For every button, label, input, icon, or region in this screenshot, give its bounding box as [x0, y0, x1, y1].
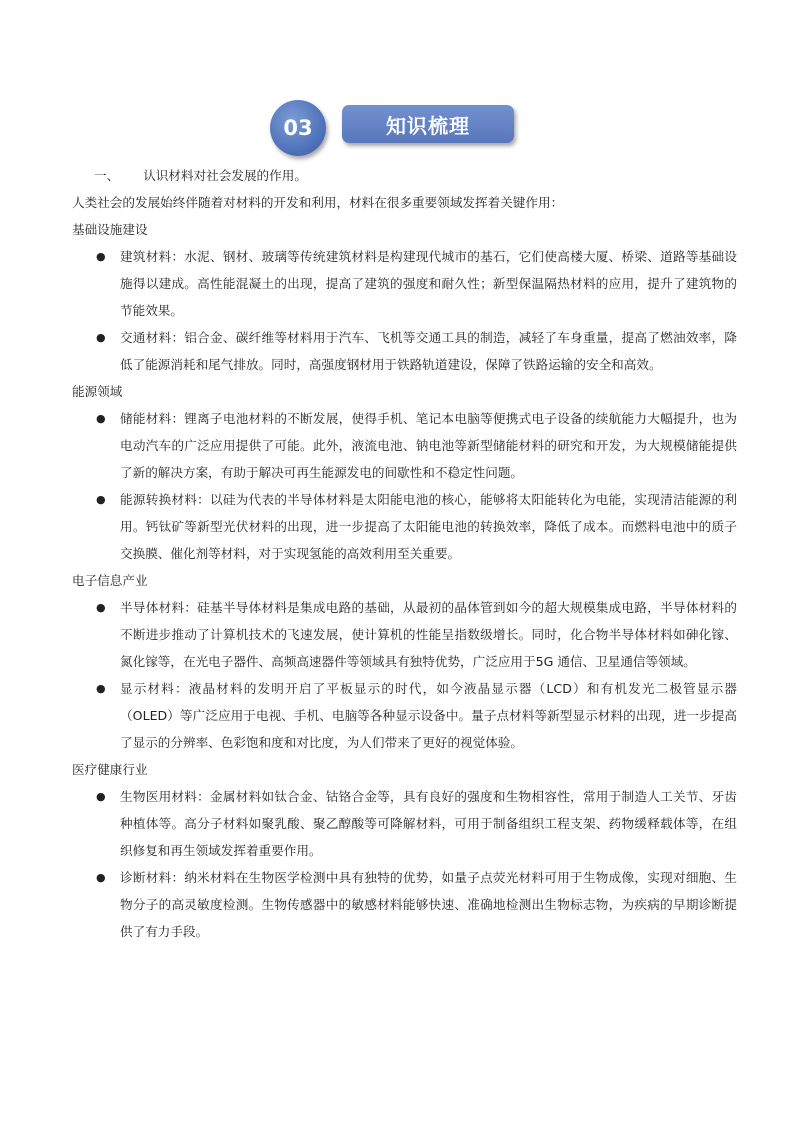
- list-item-text: 显示材料：液晶材料的发明开启了平板显示的时代，如今液晶显示器（LCD）和有机发光二极管显示器（OLED）等广泛应用于电视、手机、电脑等各种显示设备中。量子点材料等新型显示材料的出现，进一步提高了显示的分辨率、色彩饱和度和对比度，为人们带来了更好的视觉体验。: [120, 681, 737, 750]
- section-number-badge: 03: [270, 100, 326, 156]
- section-heading-text: 认识材料对社会发展的作用。: [143, 168, 307, 183]
- category-heading-healthcare: 医疗健康行业: [72, 762, 148, 777]
- bullet-icon: ●: [96, 871, 106, 884]
- bullet-icon: ●: [96, 682, 106, 695]
- bullet-icon: ●: [96, 250, 106, 263]
- list-item-text: 建筑材料：水泥、钢材、玻璃等传统建筑材料是构建现代城市的基石，它们使高楼大厦、桥梁、道路等基础设施得以建成。高性能混凝土的出现，提高了建筑的强度和耐久性；新型保温隔热材料的应用，提升了建筑物的节能效果。: [120, 249, 737, 318]
- list-item: [72, 675, 737, 756]
- section-heading: [72, 162, 737, 189]
- bullet-icon: ●: [96, 493, 106, 506]
- bullet-list-infrastructure: [72, 243, 737, 378]
- bullet-list-electronics: [72, 594, 737, 756]
- list-item: [72, 405, 737, 486]
- bullet-list-energy: [72, 405, 737, 567]
- document-body: [72, 162, 737, 945]
- list-item: [72, 864, 737, 945]
- category-heading-infrastructure: 基础设施建设: [72, 222, 148, 237]
- list-item-text: 诊断材料：纳米材料在生物医学检测中具有独特的优势，如量子点荧光材料可用于生物成像，实现对细胞、生物分子的高灵敏度检测。生物传感器中的敏感材料能够快速、准确地检测出生物标志物，为疾病的早期诊断提供了有力手段。: [120, 870, 737, 939]
- list-item-text: 半导体材料：硅基半导体材料是集成电路的基础，从最初的晶体管到如今的超大规模集成电路，半导体材料的不断进步推动了计算机技术的飞速发展，使计算机的性能呈指数级增长。同时，化合物半导体材料如砷化镓、氮化镓等，在光电子器件、高频高速器件等领域具有独特优势，广泛应用于5G 通信、卫星通信等领域。: [120, 600, 737, 669]
- list-item-text: 能源转换材料：以硅为代表的半导体材料是太阳能电池的核心，能够将太阳能转化为电能，实现清洁能源的利用。钙钛矿等新型光伏材料的出现，进一步提高了太阳能电池的转换效率，降低了成本。而燃料电池中的质子交换膜、催化剂等材料，对于实现氢能的高效利用至关重要。: [120, 492, 737, 561]
- bullet-icon: ●: [96, 601, 106, 614]
- list-item: [72, 783, 737, 864]
- section-title-banner: 知识梳理: [342, 105, 514, 143]
- category-heading-electronics: 电子信息产业: [72, 573, 148, 588]
- intro-paragraph: 人类社会的发展始终伴随着对材料的开发和利用，材料在很多重要领域发挥着关键作用：: [72, 195, 564, 210]
- list-item-text: 交通材料：铝合金、碳纤维等材料用于汽车、飞机等交通工具的制造，减轻了车身重量，提高了燃油效率，降低了能源消耗和尾气排放。同时，高强度钢材用于铁路轨道建设，保障了铁路运输的安全和高效。: [120, 330, 737, 372]
- list-item: [72, 243, 737, 324]
- list-item: [72, 594, 737, 675]
- category-heading-energy: 能源领域: [72, 384, 123, 399]
- section-heading-number: 一、: [94, 168, 120, 183]
- list-item-text: 生物医用材料：金属材料如钛合金、钴铬合金等，具有良好的强度和生物相容性，常用于制造人工关节、牙齿种植体等。高分子材料如聚乳酸、聚乙醇酸等可降解材料，可用于制备组织工程支架、药物缓释载体等，在组织修复和再生领域发挥着重要作用。: [120, 789, 737, 858]
- bullet-icon: ●: [96, 412, 106, 425]
- section-header: [270, 100, 520, 152]
- list-item-text: 储能材料：锂离子电池材料的不断发展，使得手机、笔记本电脑等便携式电子设备的续航能力大幅提升，也为电动汽车的广泛应用提供了可能。此外，液流电池、钠电池等新型储能材料的研究和开发，为大规模储能提供了新的解决方案，有助于解决可再生能源发电的间歇性和不稳定性问题。: [120, 411, 737, 480]
- list-item: [72, 486, 737, 567]
- bullet-list-healthcare: [72, 783, 737, 945]
- bullet-icon: ●: [96, 790, 106, 803]
- list-item: [72, 324, 737, 378]
- bullet-icon: ●: [96, 331, 106, 344]
